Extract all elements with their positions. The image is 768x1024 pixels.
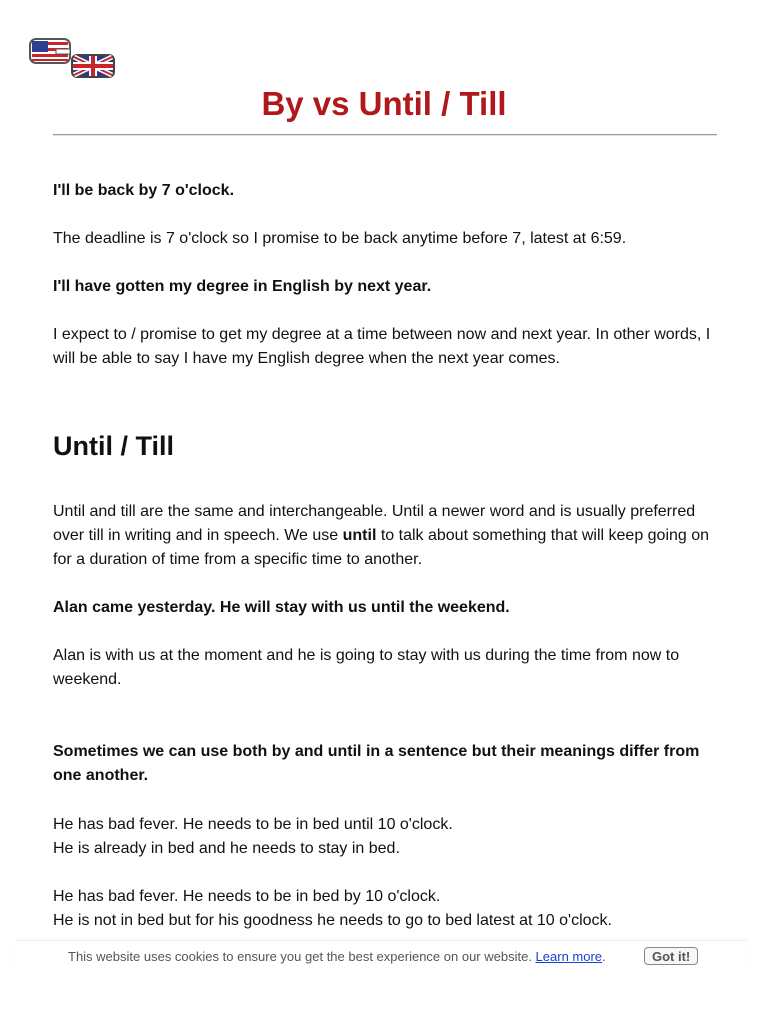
example-until-fever-line-2: He is already in bed and he needs to stay in bed. (53, 840, 400, 857)
example-by-fever-line-1: He has bad fever. He needs to be in bed by 10 o'clock. (53, 888, 441, 905)
example-by-fever (53, 885, 723, 933)
until-text-b: to talk about something that will keep going on for a duration of time from a specific time to another. (53, 527, 710, 568)
example-by-fever-line-2: He is not in bed but for his goodness he needs to go to bed latest at 10 o'clock. (53, 912, 612, 929)
cookie-message-period: . (602, 949, 606, 964)
until-text-a: Until and till are the same and interchangeable. Until a newer word and is usually preferred over till in writing and in speech. We use (53, 503, 696, 544)
uk-flag-b-icon (72, 55, 114, 77)
cookie-message-text: This website uses cookies to ensure you get the best experience on our website. (68, 949, 536, 964)
us-flag-g-icon (30, 39, 70, 63)
example-sentence-by-1: I'll be back by 7 o'clock. (53, 182, 235, 199)
example-until-fever (53, 813, 723, 861)
cookie-message (68, 949, 606, 964)
by-until-comparison-note: Sometimes we can use both by and until in a sentence but their meanings differ from one another. (53, 743, 700, 784)
explanation-by-1: The deadline is 7 o'clock so I promise to be back anytime before 7, latest at 6:59. (53, 230, 627, 247)
example-sentence-by-2: I'll have gotten my degree in English by next year. (53, 278, 432, 295)
explanation-until-1: Alan is with us at the moment and he is going to stay with us during the time from now to weekend. (53, 647, 680, 688)
until-keyword: until (342, 527, 377, 544)
got-it-button[interactable]: Got it! (644, 947, 698, 965)
until-till-explanation (53, 500, 723, 572)
gb-flags-logo[interactable] (28, 37, 118, 81)
section-heading-until-till: Until / Till (53, 431, 174, 461)
example-sentence-until-1: Alan came yesterday. He will stay with us until the weekend. (53, 599, 510, 616)
example-until-fever-line-1: He has bad fever. He needs to be in bed until 10 o'clock. (53, 816, 453, 833)
page-title: By vs Until / Till (261, 85, 507, 122)
explanation-by-2: I expect to / promise to get my degree at a time between now and next year. In other words, I will be able to say I have my English degree when the next year comes. (53, 326, 711, 367)
learn-more-link[interactable]: Learn more (535, 949, 603, 964)
cookie-consent-bar (16, 940, 748, 973)
title-divider (53, 134, 717, 136)
